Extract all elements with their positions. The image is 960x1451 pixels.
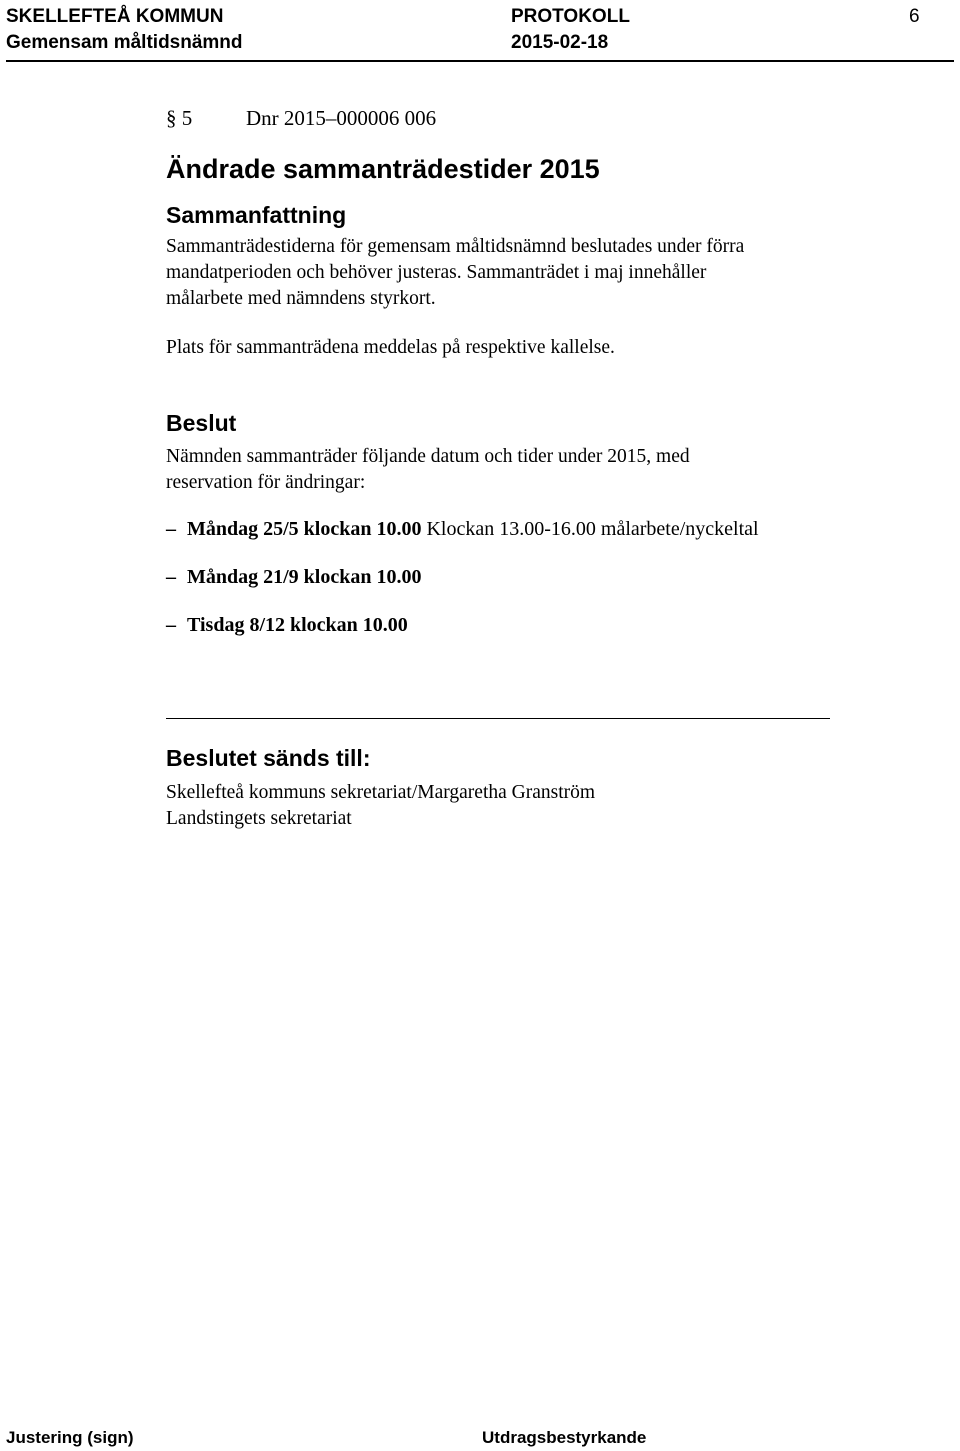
meeting-item [166, 518, 759, 541]
committee-name: Gemensam måltidsnämnd [6, 32, 243, 53]
recipient: Landstingets sekretariat [166, 808, 352, 829]
meeting-date-time: Måndag 21/9 klockan 10.00 [187, 566, 422, 588]
place-note: Plats för sammanträdena meddelas på respektive kallelse. [166, 337, 615, 358]
meeting-date: 2015-02-18 [511, 32, 609, 53]
summary-text [166, 234, 744, 312]
footer-utdragsbestyrkande: Utdragsbestyrkande [482, 1428, 647, 1447]
page-number: 6 [909, 6, 920, 27]
decision-heading: Beslut [166, 410, 237, 436]
distribution-heading: Beslutet sänds till: [166, 745, 371, 771]
summary-line: mandatperioden och behöver justeras. Sammanträdet i maj innehåller [166, 262, 707, 283]
recipient-list [166, 780, 595, 832]
document-type: PROTOKOLL [511, 6, 630, 27]
footer-justering: Justering (sign) [6, 1428, 134, 1447]
page-title: Ändrade sammanträdestider 2015 [166, 154, 600, 184]
summary-line: målarbete med nämndens styrkort. [166, 288, 436, 309]
decision-line: reservation för ändringar: [166, 472, 366, 493]
separator-line [166, 718, 830, 719]
meeting-item [166, 614, 408, 637]
meeting-extra: Klockan 13.00-16.00 målarbete/nyckeltal [426, 518, 759, 540]
list-dash: – [166, 614, 176, 636]
meeting-date-time: Tisdag 8/12 klockan 10.00 [187, 614, 408, 636]
summary-heading: Sammanfattning [166, 202, 347, 228]
recipient: Skellefteå kommuns sekretariat/Margaretha Granström [166, 782, 596, 803]
org-name: SKELLEFTEÅ KOMMUN [6, 6, 224, 27]
decision-line: Nämnden sammanträder följande datum och tider under 2015, med [166, 446, 690, 467]
summary-line: Sammanträdestiderna för gemensam måltidsnämnd beslutades under förra [166, 236, 745, 257]
meeting-date-time: Måndag 25/5 klockan 10.00 [187, 518, 422, 540]
dnr-number: Dnr 2015–000006 006 [246, 106, 437, 130]
meeting-item [166, 566, 421, 589]
paragraph-reference: § 5 [166, 106, 193, 130]
list-dash: – [166, 518, 176, 540]
decision-text [166, 444, 690, 496]
header-divider [6, 60, 954, 62]
list-dash: – [166, 566, 176, 588]
